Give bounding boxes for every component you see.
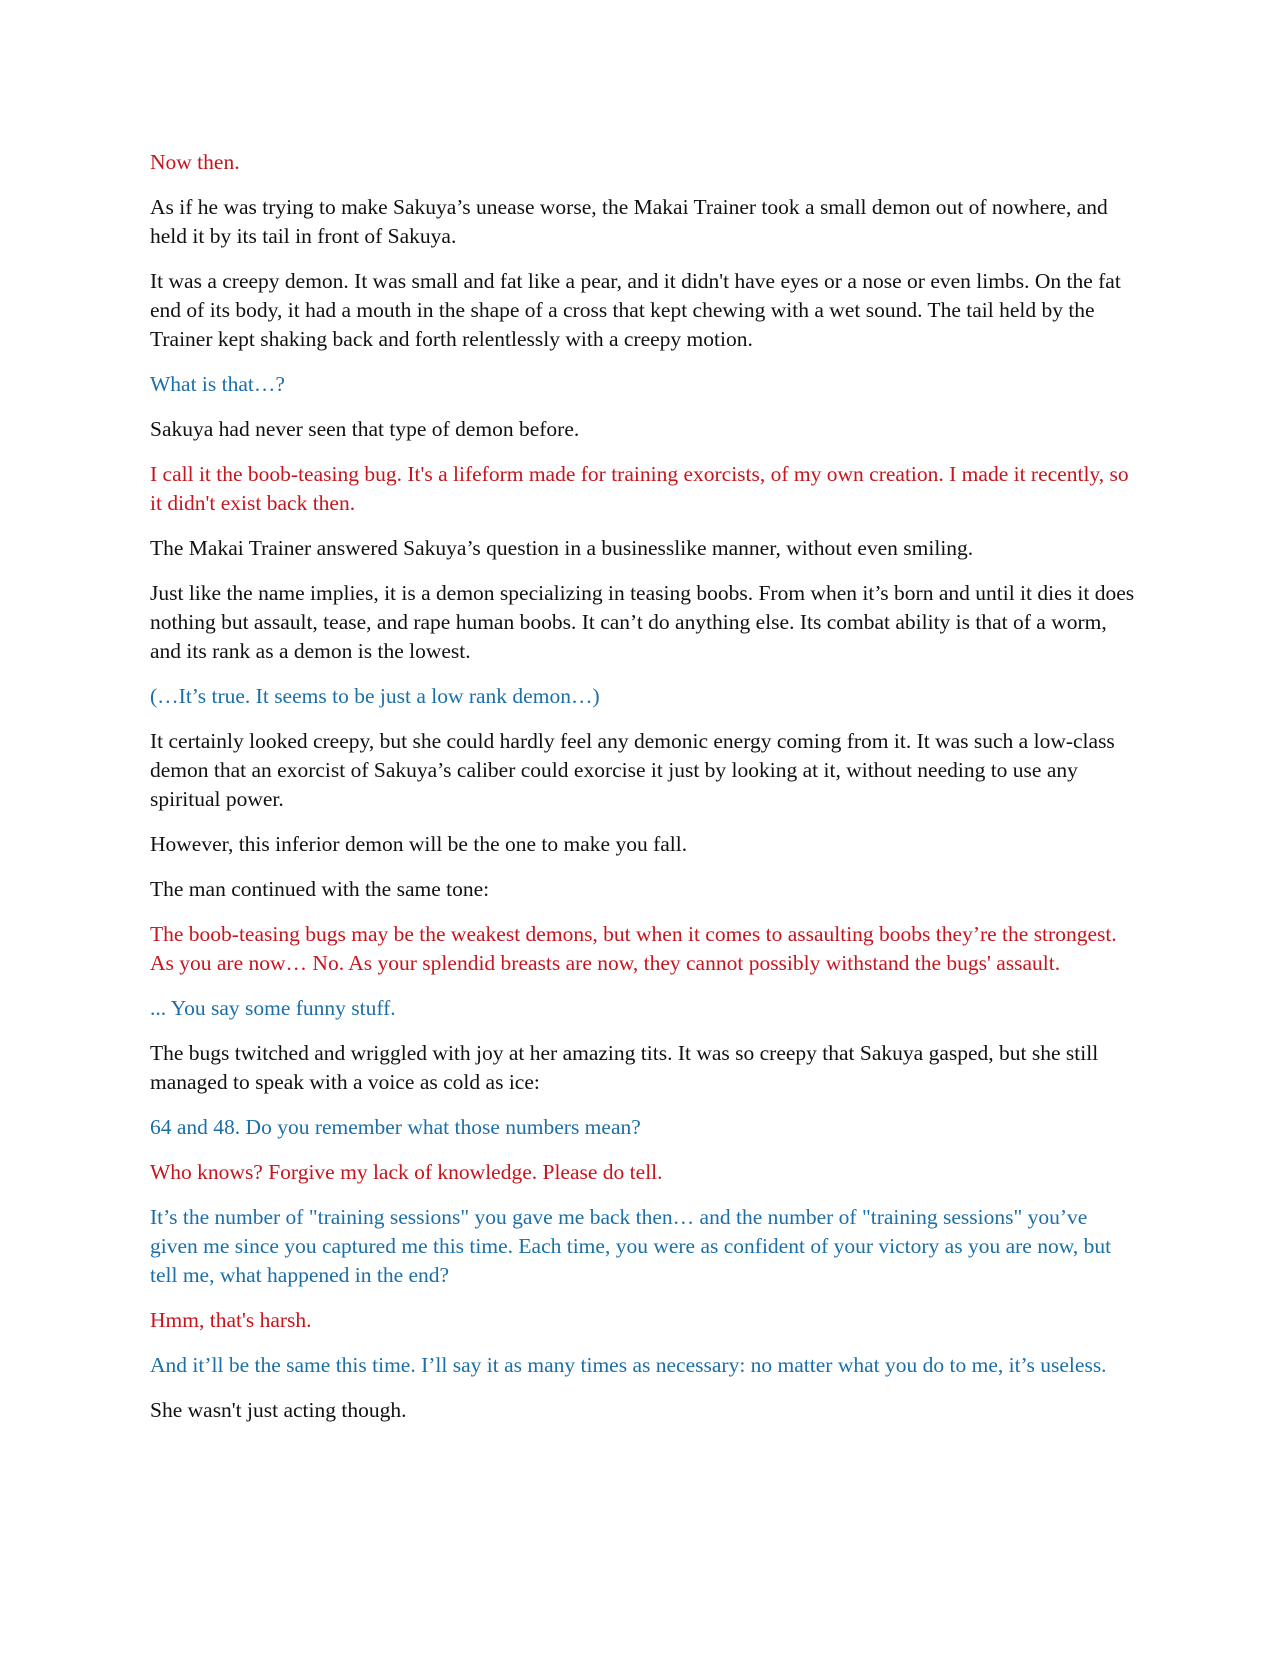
paragraph-2: As if he was trying to make Sakuya’s unease worse, the Makai Trainer took a small demon out of nowhere, and held it by its tail in front of Sakuya.	[150, 195, 1108, 248]
paragraph-17: Who knows? Forgive my lack of knowledge. Please do tell.	[150, 1160, 663, 1184]
paragraph-11: However, this inferior demon will be the one to make you fall.	[150, 832, 688, 856]
paragraph-5: Sakuya had never seen that type of demon before.	[150, 417, 580, 441]
paragraph-15: The bugs twitched and wriggled with joy at her amazing tits. It was so creepy that Sakuya gasped, but she still managed to speak with a voice as cold as ice:	[150, 1041, 1099, 1094]
paragraph-16: 64 and 48. Do you remember what those numbers mean?	[150, 1115, 641, 1139]
paragraph-3: It was a creepy demon. It was small and fat like a pear, and it didn't have eyes or a nose or even limbs. On the fat end of its body, it had a mouth in the shape of a cross that kept chewing with a wet sound. The tail held by the Trainer kept shaking back and forth relentlessly with a creepy motion.	[150, 269, 1121, 351]
paragraph-19: Hmm, that's harsh.	[150, 1308, 312, 1332]
paragraph-9: (…It’s true. It seems to be just a low rank demon…)	[150, 684, 600, 708]
paragraph-20: And it’ll be the same this time. I’ll say it as many times as necessary: no matter what you do to me, it’s useless.	[150, 1353, 1107, 1377]
paragraph-12: The man continued with the same tone:	[150, 877, 490, 901]
paragraph-14: ... You say some funny stuff.	[150, 996, 396, 1020]
paragraph-4: What is that…?	[150, 372, 285, 396]
paragraph-1: Now then.	[150, 150, 240, 174]
paragraph-7: The Makai Trainer answered Sakuya’s question in a businesslike manner, without even smiling.	[150, 536, 974, 560]
paragraph-6: I call it the boob-teasing bug. It's a lifeform made for training exorcists, of my own creation. I made it recently, so it didn't exist back then.	[150, 462, 1129, 515]
document-page	[150, 148, 1140, 1441]
paragraph-13: The boob-teasing bugs may be the weakest demons, but when it comes to assaulting boobs they’re the strongest. As you are now… No. As your splendid breasts are now, they cannot possibly withstand the bugs' assault.	[150, 922, 1117, 975]
paragraph-8: Just like the name implies, it is a demon specializing in teasing boobs. From when it’s born and until it dies it does nothing but assault, tease, and rape human boobs. It can’t do anything else. Its combat ability is that of a worm, and its rank as a demon is the lowest.	[150, 581, 1135, 663]
paragraph-10: It certainly looked creepy, but she could hardly feel any demonic energy coming from it. It was such a low-class demon that an exorcist of Sakuya’s caliber could exorcise it just by looking at it, without needing to use any spiritual power.	[150, 729, 1115, 811]
paragraph-18: It’s the number of "training sessions" you gave me back then… and the number of "training sessions" you’ve given me since you captured me this time. Each time, you were as confident of your victory as you are now, but tell me, what happened in the end?	[150, 1205, 1112, 1287]
paragraph-21: She wasn't just acting though.	[150, 1398, 407, 1422]
